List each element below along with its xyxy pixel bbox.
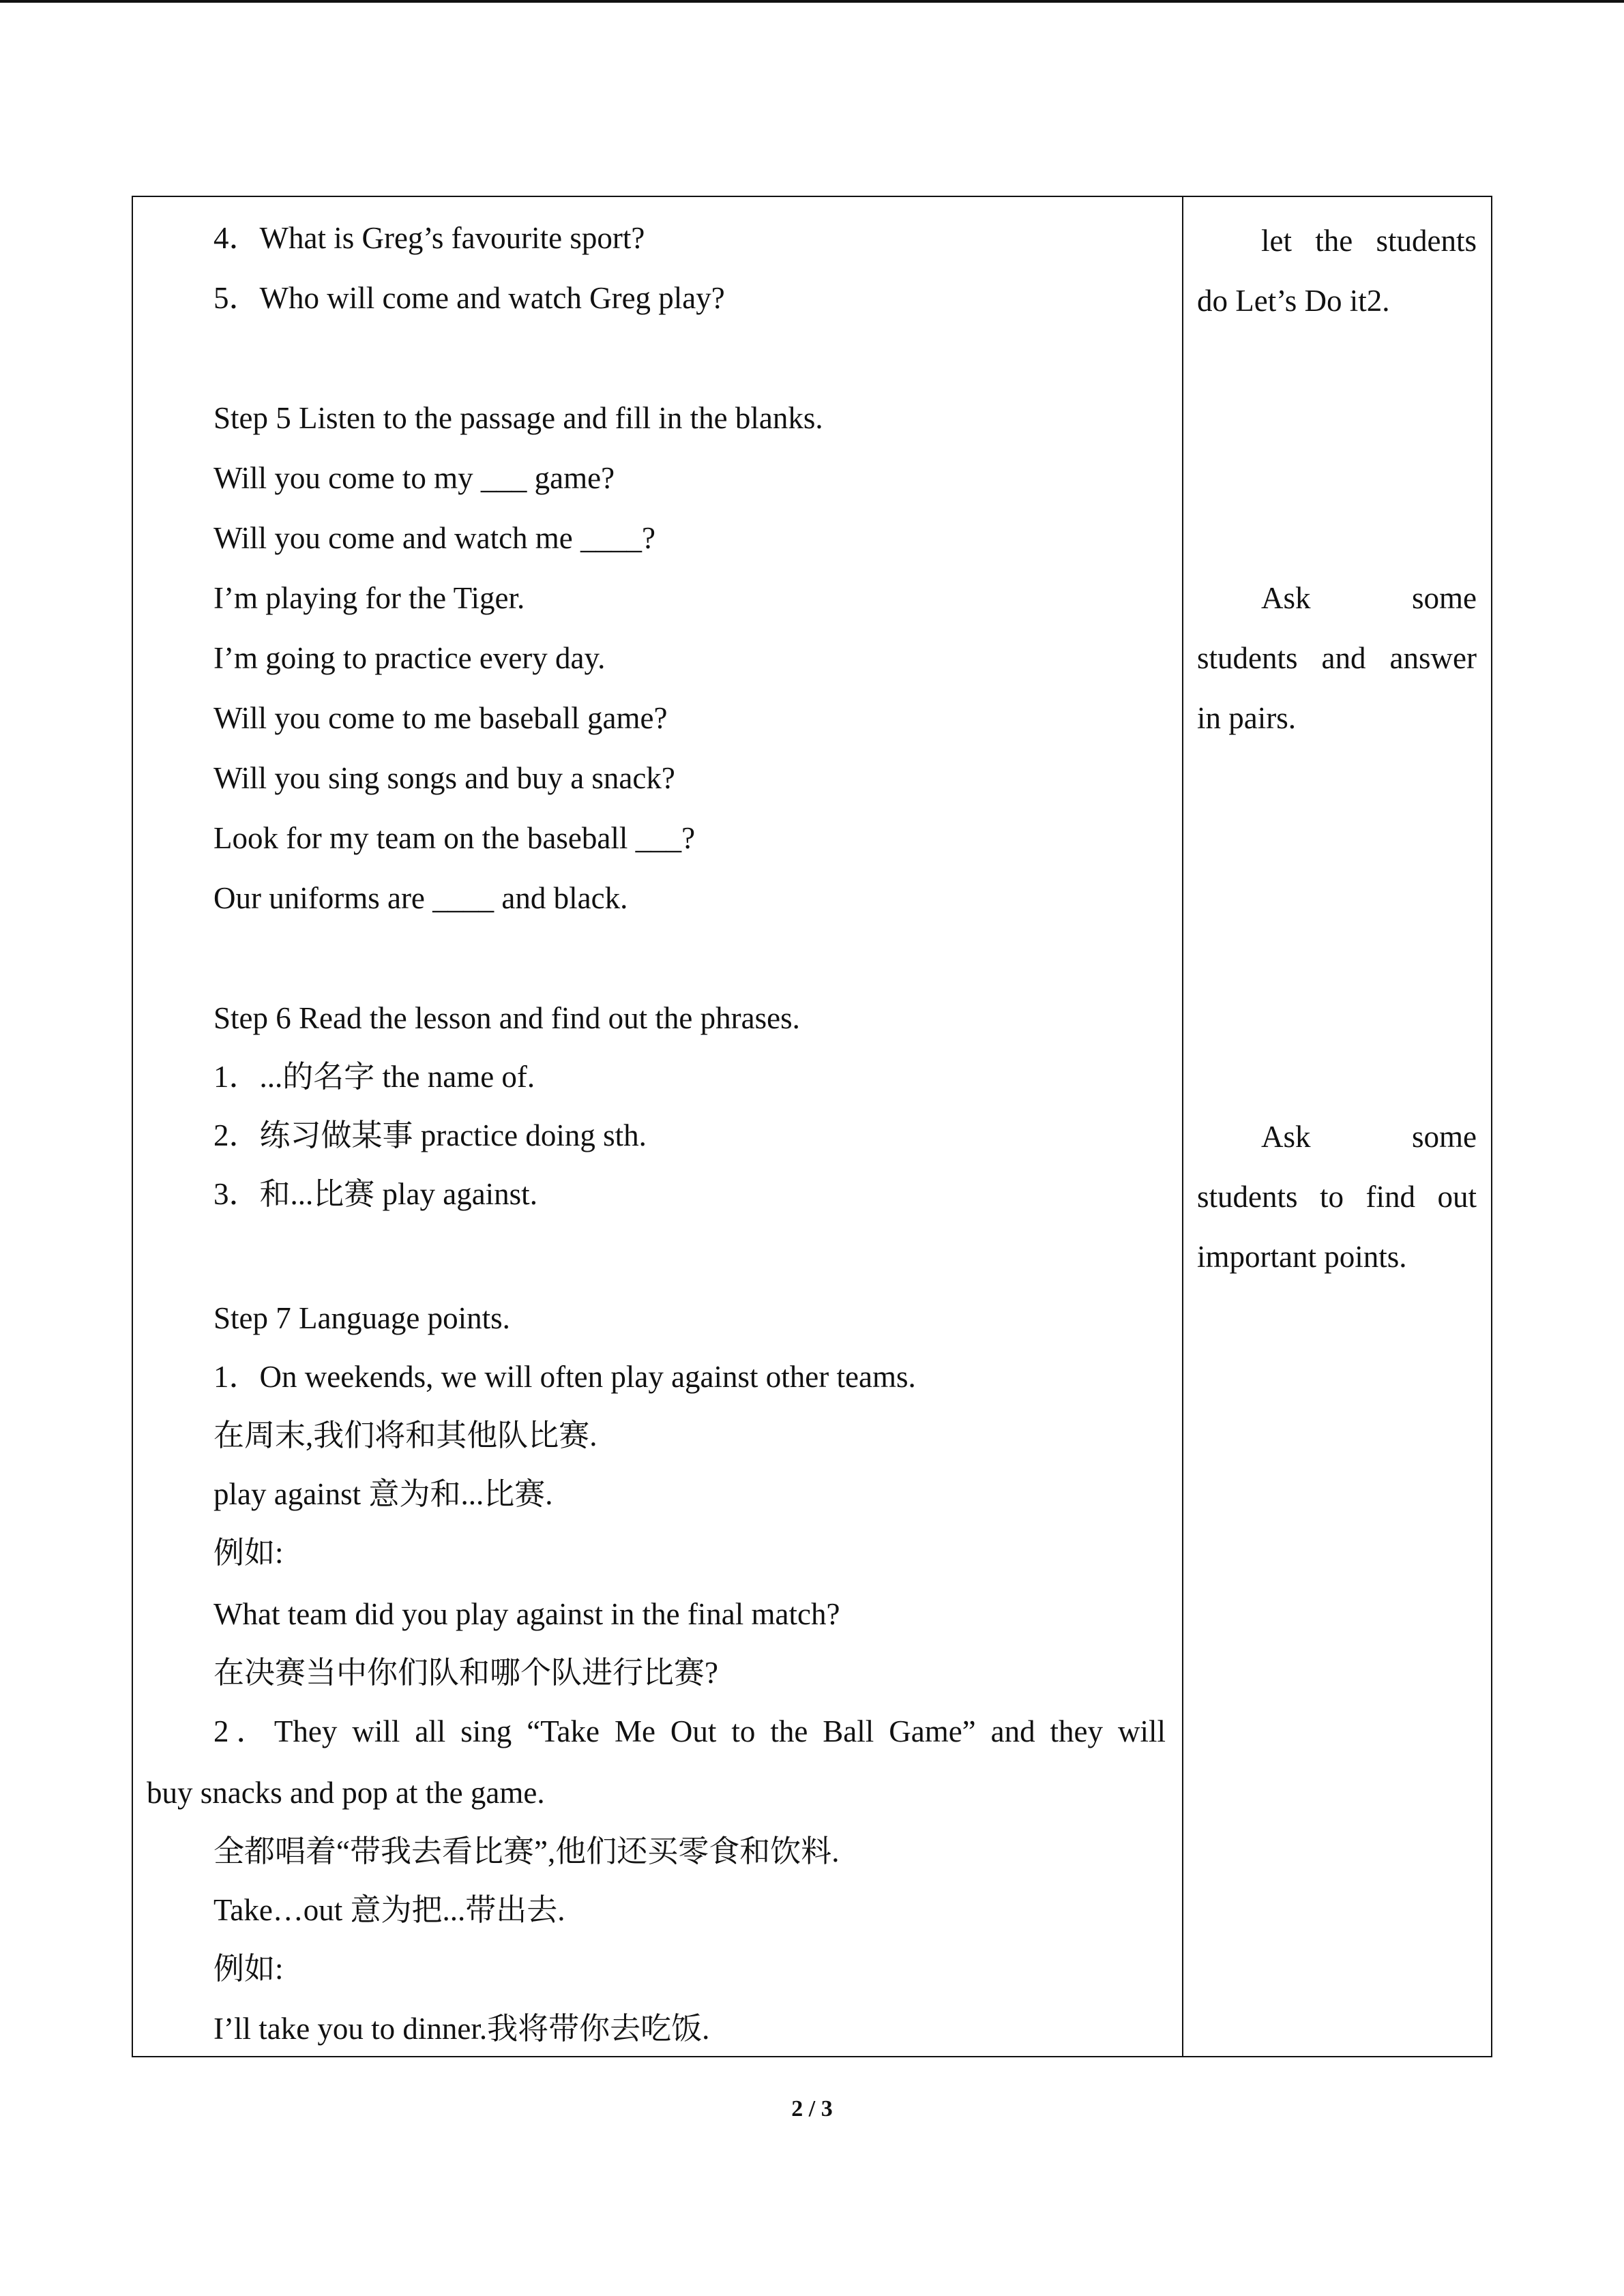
example-2-sentence: I’ll take you to dinner.我将带你去吃饭.: [213, 2012, 710, 2046]
blank-line-2: Will you come and watch me ____?: [213, 521, 655, 555]
point-2-meaning: Take…out 意为把...带出去.: [213, 1893, 565, 1927]
note-3-line-1: Ask some: [1261, 1120, 1477, 1154]
passage-line-4: I’m going to practice every day.: [213, 641, 606, 675]
phrase-3: 3．和...比赛 play against.: [213, 1177, 537, 1211]
point-2-sentence: 2．They will all sing “Take Me Out to the Ball Game” and they will: [213, 1714, 1166, 1748]
note-1-line-1: let the students: [1261, 224, 1477, 258]
question-4: 4．What is Greg’s favourite sport?: [213, 221, 645, 255]
phrase-2: 2．练习做某事 practice doing sth.: [213, 1118, 647, 1152]
lesson-plan-table: [132, 196, 1492, 2057]
example-label-1: 例如:: [213, 1536, 284, 1570]
passage-line-6: Will you sing songs and buy a snack?: [213, 761, 675, 795]
step-5-heading: Step 5 Listen to the passage and fill in the blanks.: [213, 401, 823, 435]
question-5: 5．Who will come and watch Greg play?: [213, 281, 725, 315]
example-1-sentence: What team did you play against in the final match?: [213, 1597, 840, 1631]
step-7-heading: Step 7 Language points.: [213, 1301, 510, 1335]
column-divider: [1182, 197, 1183, 2056]
point-2-sentence-continued: buy snacks and pop at the game.: [147, 1776, 545, 1810]
phrase-1: 1．...的名字 the name of.: [213, 1060, 535, 1094]
passage-line-5: Will you come to me baseball game?: [213, 701, 668, 735]
page-number: 2 / 3: [791, 2096, 833, 2121]
note-2-line-3: in pairs.: [1197, 701, 1296, 735]
note-1-line-2: do Let’s Do it2.: [1197, 284, 1390, 318]
blank-line-8: Our uniforms are ____ and black.: [213, 881, 628, 915]
point-1-sentence: 1．On weekends, we will often play against other teams.: [213, 1360, 916, 1394]
blank-line-7: Look for my team on the baseball ___?: [213, 821, 696, 855]
point-1-translation: 在周末,我们将和其他队比赛.: [213, 1418, 597, 1452]
example-1-translation: 在决赛当中你们队和哪个队进行比赛?: [213, 1656, 718, 1690]
note-3-line-2: students to find out: [1197, 1180, 1477, 1214]
note-2-line-2: students and answer: [1197, 641, 1477, 675]
note-2-line-1: Ask some: [1261, 581, 1477, 615]
example-label-2: 例如:: [213, 1952, 284, 1986]
point-1-meaning: play against 意为和...比赛.: [213, 1477, 553, 1511]
teaching-steps-column: [147, 197, 1166, 2056]
note-3-line-3: important points.: [1197, 1240, 1407, 1274]
top-border-rule: [0, 0, 1624, 3]
point-2-translation: 全都唱着“带我去看比赛”,他们还买零食和饮料.: [213, 1834, 840, 1868]
step-6-heading: Step 6 Read the lesson and find out the phrases.: [213, 1001, 800, 1035]
passage-line-3: I’m playing for the Tiger.: [213, 581, 525, 615]
teacher-notes-column: [1197, 197, 1477, 2056]
blank-line-1: Will you come to my ___ game?: [213, 461, 615, 495]
